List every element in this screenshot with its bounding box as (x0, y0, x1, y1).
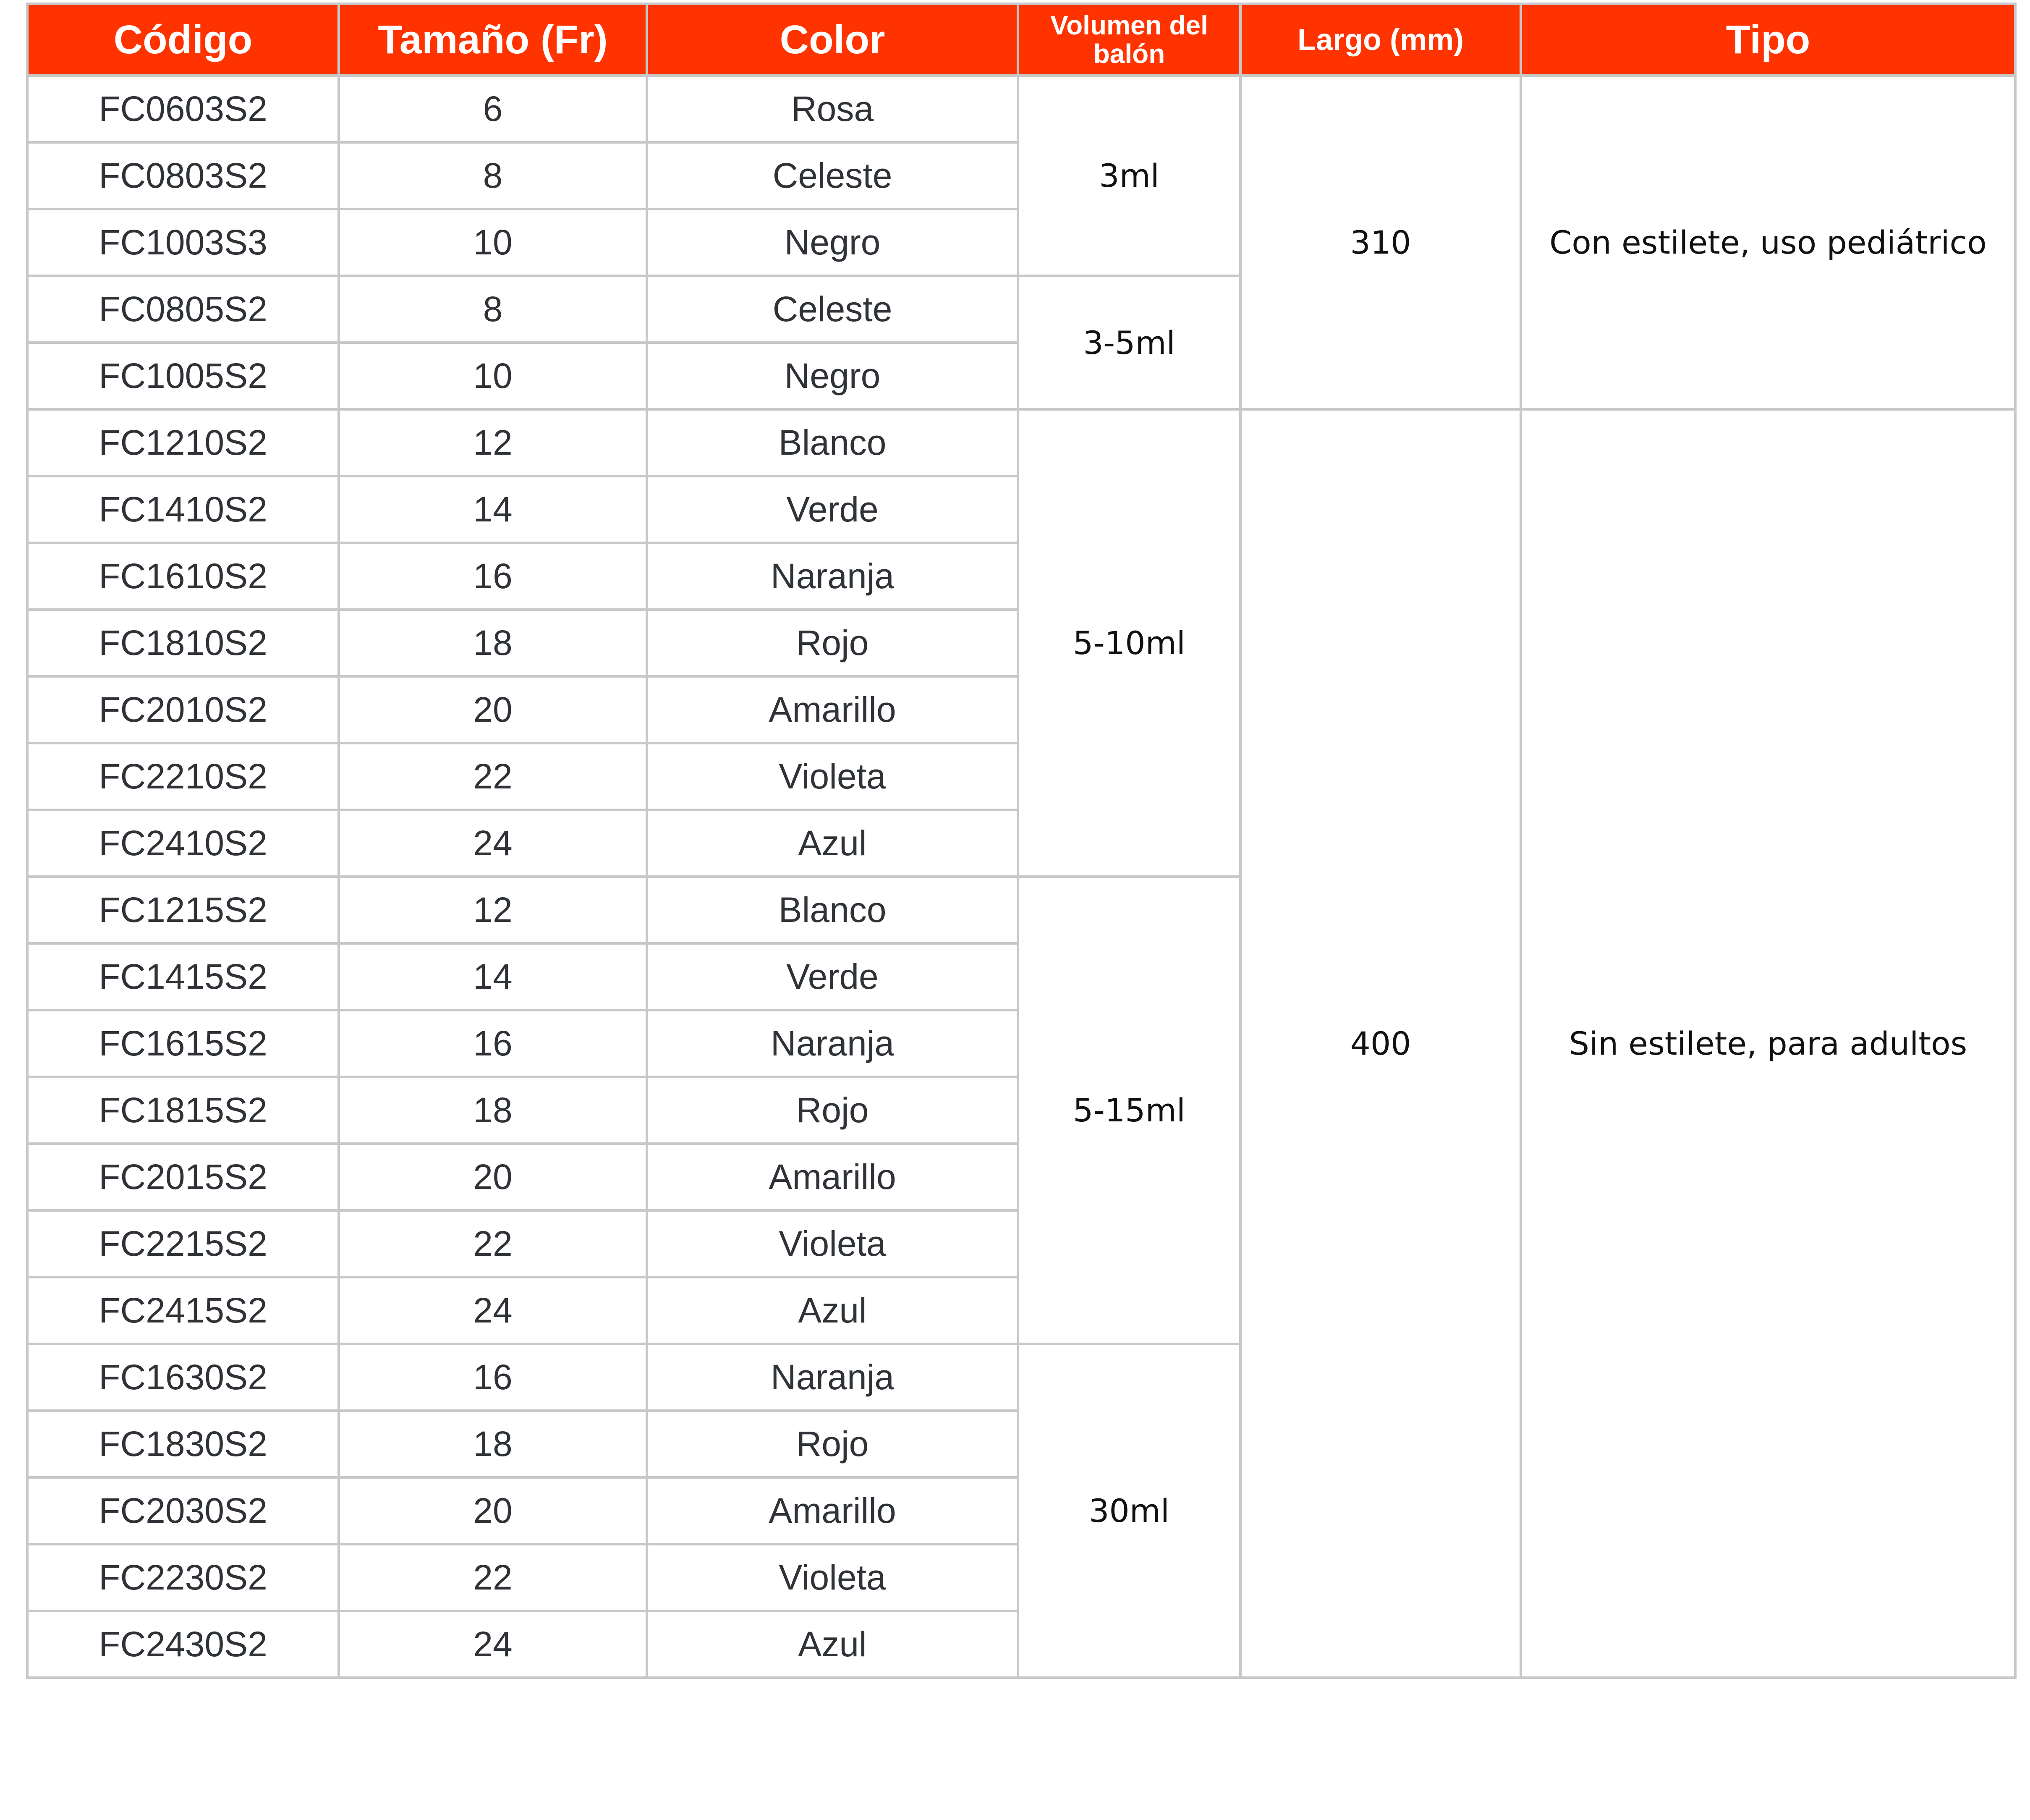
tamano-cell: 10 (339, 343, 647, 409)
color-cell: Amarillo (647, 1144, 1018, 1210)
tamano-cell: 20 (339, 1144, 647, 1210)
largo-cell: 400 (1240, 409, 1521, 1678)
tamano-cell: 18 (339, 1077, 647, 1144)
table-header (27, 4, 2015, 76)
tamano-cell: 8 (339, 276, 647, 343)
color-cell: Rojo (647, 1077, 1018, 1144)
col-header-tipo: Tipo (1521, 4, 2015, 76)
volumen-cell: 3ml (1018, 76, 1240, 276)
color-cell: Azul (647, 810, 1018, 877)
codigo-cell: FC1630S2 (27, 1344, 339, 1411)
codigo-cell: FC1410S2 (27, 476, 339, 543)
col-header-color: Color (647, 4, 1018, 76)
codigo-cell: FC0603S2 (27, 76, 339, 142)
tamano-cell: 18 (339, 610, 647, 676)
codigo-cell: FC2215S2 (27, 1210, 339, 1277)
codigo-cell: FC2010S2 (27, 676, 339, 743)
tamano-cell: 16 (339, 1010, 647, 1077)
table-body (27, 76, 2015, 1678)
codigo-cell: FC1003S3 (27, 209, 339, 276)
codigo-cell: FC1415S2 (27, 943, 339, 1010)
tamano-cell: 20 (339, 1477, 647, 1544)
codigo-cell: FC1615S2 (27, 1010, 339, 1077)
tamano-cell: 6 (339, 76, 647, 142)
color-cell: Amarillo (647, 676, 1018, 743)
codigo-cell: FC1815S2 (27, 1077, 339, 1144)
table-row (27, 409, 2015, 476)
color-cell: Rojo (647, 610, 1018, 676)
codigo-cell: FC2015S2 (27, 1144, 339, 1210)
codigo-cell: FC1810S2 (27, 610, 339, 676)
color-cell: Naranja (647, 543, 1018, 610)
tipo-cell: Con estilete, uso pediátrico (1521, 76, 2015, 409)
tamano-cell: 22 (339, 1210, 647, 1277)
color-cell: Celeste (647, 276, 1018, 343)
table-row (27, 76, 2015, 142)
color-cell: Violeta (647, 1210, 1018, 1277)
color-cell: Negro (647, 343, 1018, 409)
tamano-cell: 12 (339, 409, 647, 476)
tamano-cell: 20 (339, 676, 647, 743)
codigo-cell: FC1215S2 (27, 877, 339, 943)
color-cell: Celeste (647, 142, 1018, 209)
color-cell: Blanco (647, 877, 1018, 943)
tamano-cell: 22 (339, 1544, 647, 1611)
col-header-tamano: Tamaño (Fr) (339, 4, 647, 76)
color-cell: Verde (647, 943, 1018, 1010)
tamano-cell: 22 (339, 743, 647, 810)
color-cell: Blanco (647, 409, 1018, 476)
product-table (26, 3, 2017, 1679)
header-row (27, 4, 2015, 76)
codigo-cell: FC0805S2 (27, 276, 339, 343)
codigo-cell: FC1210S2 (27, 409, 339, 476)
tamano-cell: 8 (339, 142, 647, 209)
tamano-cell: 12 (339, 877, 647, 943)
largo-cell: 310 (1240, 76, 1521, 409)
col-header-largo: Largo (mm) (1240, 4, 1521, 76)
tamano-cell: 10 (339, 209, 647, 276)
codigo-cell: FC0803S2 (27, 142, 339, 209)
color-cell: Verde (647, 476, 1018, 543)
tamano-cell: 24 (339, 1277, 647, 1344)
color-cell: Violeta (647, 1544, 1018, 1611)
color-cell: Rosa (647, 76, 1018, 142)
tamano-cell: 24 (339, 1611, 647, 1678)
tamano-cell: 14 (339, 476, 647, 543)
codigo-cell: FC2210S2 (27, 743, 339, 810)
tamano-cell: 18 (339, 1411, 647, 1477)
color-cell: Amarillo (647, 1477, 1018, 1544)
tamano-cell: 14 (339, 943, 647, 1010)
col-header-volumen: Volumen del balón (1018, 4, 1240, 76)
color-cell: Azul (647, 1611, 1018, 1678)
color-cell: Violeta (647, 743, 1018, 810)
volumen-cell: 5-15ml (1018, 877, 1240, 1344)
codigo-cell: FC2410S2 (27, 810, 339, 877)
tamano-cell: 24 (339, 810, 647, 877)
volumen-cell: 30ml (1018, 1344, 1240, 1678)
tamano-cell: 16 (339, 1344, 647, 1411)
col-header-codigo: Código (27, 4, 339, 76)
color-cell: Azul (647, 1277, 1018, 1344)
volumen-cell: 5-10ml (1018, 409, 1240, 877)
color-cell: Negro (647, 209, 1018, 276)
codigo-cell: FC1005S2 (27, 343, 339, 409)
color-cell: Naranja (647, 1010, 1018, 1077)
codigo-cell: FC2415S2 (27, 1277, 339, 1344)
codigo-cell: FC2430S2 (27, 1611, 339, 1678)
volumen-cell: 3-5ml (1018, 276, 1240, 409)
codigo-cell: FC1610S2 (27, 543, 339, 610)
codigo-cell: FC2230S2 (27, 1544, 339, 1611)
tamano-cell: 16 (339, 543, 647, 610)
color-cell: Rojo (647, 1411, 1018, 1477)
color-cell: Naranja (647, 1344, 1018, 1411)
codigo-cell: FC2030S2 (27, 1477, 339, 1544)
tipo-cell: Sin estilete, para adultos (1521, 409, 2015, 1678)
codigo-cell: FC1830S2 (27, 1411, 339, 1477)
